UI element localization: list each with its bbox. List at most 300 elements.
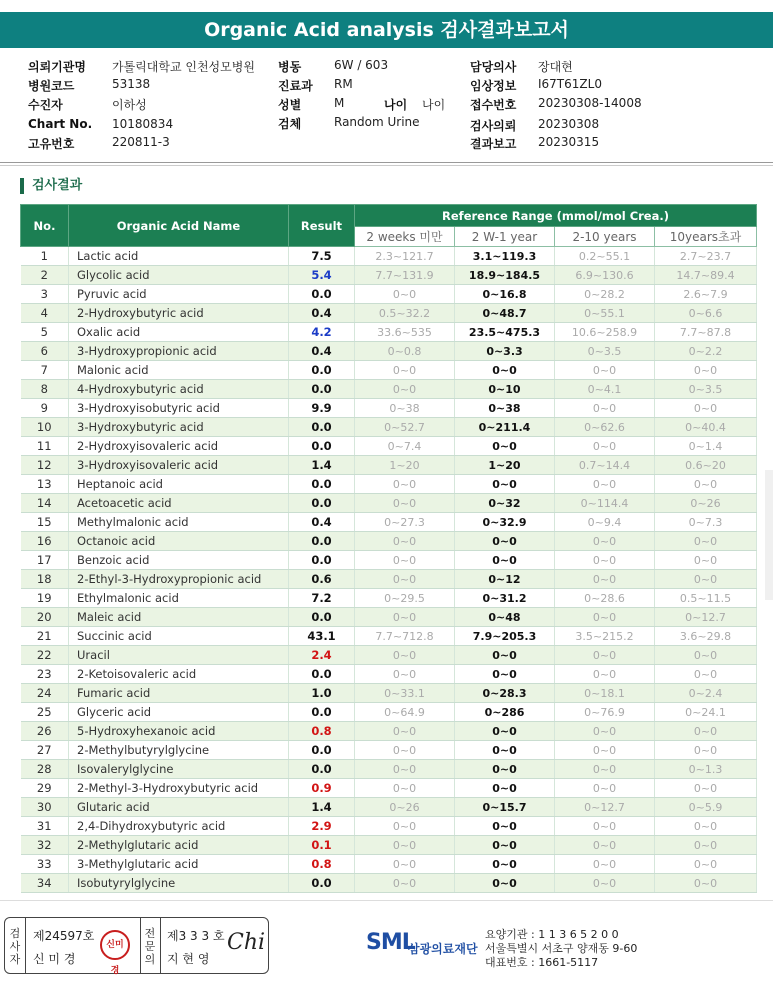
reference-range: 0~62.6 [555, 418, 655, 437]
acid-name: 2-Hydroxyisovaleric acid [69, 437, 289, 456]
reference-range: 0~28.2 [555, 285, 655, 304]
reference-range: 0~0 [655, 779, 757, 798]
reference-range: 0~0 [555, 361, 655, 380]
reference-range: 0~52.7 [355, 418, 455, 437]
reference-range: 0~0 [655, 570, 757, 589]
reference-range: 0~0 [655, 836, 757, 855]
reference-range: 0~0 [655, 665, 757, 684]
specialist-name: 지 현 영 [167, 952, 210, 966]
reference-range: 0~0 [555, 722, 655, 741]
reference-range: 0~0 [555, 608, 655, 627]
reference-range: 0~7.3 [655, 513, 757, 532]
result-value: 0.6 [289, 570, 355, 589]
reference-range: 0~12.7 [555, 798, 655, 817]
reference-range: 2.3~121.7 [355, 247, 455, 266]
reference-range: 7.7~712.8 [355, 627, 455, 646]
table-row [21, 722, 757, 741]
header-name: Organic Acid Name [69, 205, 289, 247]
table-row [21, 247, 757, 266]
info-value: 나이 [422, 98, 446, 112]
reference-range: 0~0 [555, 475, 655, 494]
address-block [485, 928, 637, 970]
acid-name: 5-Hydroxyhexanoic acid [69, 722, 289, 741]
reference-range: 0~3.3 [455, 342, 555, 361]
reference-range: 0~76.9 [555, 703, 655, 722]
acid-name: Pyruvic acid [69, 285, 289, 304]
reference-range: 0~0 [355, 494, 455, 513]
reference-range: 0~0 [455, 437, 555, 456]
reference-range: 0~26 [655, 494, 757, 513]
vertical-label-text: 전 문 의 [144, 927, 156, 966]
reference-range: 0~0 [455, 646, 555, 665]
result-value: 0.0 [289, 285, 355, 304]
reference-range: 0~32 [455, 494, 555, 513]
reference-range: 3.5~215.2 [555, 627, 655, 646]
reference-range: 2.6~7.9 [655, 285, 757, 304]
reference-range: 0~24.1 [655, 703, 757, 722]
divider [0, 162, 773, 163]
result-value: 1.4 [289, 798, 355, 817]
header-ref-col: 10years초과 [655, 227, 757, 247]
reference-range: 0~1.3 [655, 760, 757, 779]
divider [140, 918, 141, 973]
table-row [21, 361, 757, 380]
reference-range: 0~0 [355, 285, 455, 304]
row-number: 28 [21, 760, 69, 779]
reference-range: 0~40.4 [655, 418, 757, 437]
reference-range: 0~0 [455, 817, 555, 836]
row-number: 30 [21, 798, 69, 817]
info-value: 6W / 603 [334, 58, 389, 72]
table-row [21, 494, 757, 513]
result-value: 2.9 [289, 817, 355, 836]
acid-name: Acetoacetic acid [69, 494, 289, 513]
reference-range: 0~2.4 [655, 684, 757, 703]
reference-range: 0~29.5 [355, 589, 455, 608]
reference-range: 0~48 [455, 608, 555, 627]
acid-name: Ethylmalonic acid [69, 589, 289, 608]
info-label: 병동 [278, 60, 302, 74]
reference-range: 0~0 [655, 399, 757, 418]
acid-name: Malonic acid [69, 361, 289, 380]
row-number: 1 [21, 247, 69, 266]
reference-range: 0~28.6 [555, 589, 655, 608]
result-value: 1.0 [289, 684, 355, 703]
reference-range: 0~0 [355, 874, 455, 893]
reference-range: 0~211.4 [455, 418, 555, 437]
acid-name: 2,4-Dihydroxybutyric acid [69, 817, 289, 836]
table-row [21, 437, 757, 456]
info-value: Random Urine [334, 115, 420, 129]
reference-range: 0~0 [355, 817, 455, 836]
table-row [21, 418, 757, 437]
reference-range: 10.6~258.9 [555, 323, 655, 342]
reference-range: 0~33.1 [355, 684, 455, 703]
reference-range: 0~0 [355, 570, 455, 589]
signature: Chi [227, 930, 266, 955]
info-label: Chart No. [28, 117, 93, 131]
row-number: 12 [21, 456, 69, 475]
reference-range: 0~0 [555, 874, 655, 893]
reference-range: 23.5~475.3 [455, 323, 555, 342]
info-label: 결과보고 [470, 137, 517, 151]
reference-range: 0~286 [455, 703, 555, 722]
logo-mark: SML [366, 930, 415, 955]
info-label: 병원코드 [28, 79, 75, 93]
table-row [21, 836, 757, 855]
acid-name: Heptanoic acid [69, 475, 289, 494]
reference-range: 0~0 [355, 665, 455, 684]
acid-name: Glyceric acid [69, 703, 289, 722]
info-value: 220811-3 [112, 135, 170, 149]
reference-range: 0~0 [555, 855, 655, 874]
result-value: 0.8 [289, 722, 355, 741]
result-value: 0.4 [289, 304, 355, 323]
info-label: 고유번호 [28, 137, 75, 151]
reference-range: 0~6.6 [655, 304, 757, 323]
info-value: 53138 [112, 77, 151, 91]
acid-name: Octanoic acid [69, 532, 289, 551]
reference-range: 0~64.9 [355, 703, 455, 722]
result-value: 0.4 [289, 513, 355, 532]
info-value: 20230308-14008 [538, 96, 642, 110]
reference-range: 0~0 [655, 741, 757, 760]
reference-range: 0~0 [455, 665, 555, 684]
result-value: 2.4 [289, 646, 355, 665]
result-value: 7.5 [289, 247, 355, 266]
reference-range: 0~9.4 [555, 513, 655, 532]
result-value: 0.9 [289, 779, 355, 798]
acid-name: 3-Methylglutaric acid [69, 855, 289, 874]
reference-range: 0~38 [355, 399, 455, 418]
scroll-edge [765, 470, 773, 600]
reference-range: 0~27.3 [355, 513, 455, 532]
signature-box [4, 917, 269, 974]
reference-range: 0~5.9 [655, 798, 757, 817]
section-title: 검사결과 [20, 178, 82, 194]
info-label: 나이 [384, 98, 408, 112]
reference-range: 1~20 [455, 456, 555, 475]
table-row [21, 304, 757, 323]
acid-name: 2-Ethyl-3-Hydroxypropionic acid [69, 570, 289, 589]
result-value: 0.0 [289, 665, 355, 684]
reference-range: 0~0 [555, 532, 655, 551]
reference-range: 0~0 [455, 532, 555, 551]
info-label: 임상정보 [470, 79, 517, 93]
reference-range: 0~0 [555, 779, 655, 798]
table-row [21, 380, 757, 399]
row-number: 24 [21, 684, 69, 703]
divider [0, 900, 773, 901]
reference-range: 0~38 [455, 399, 555, 418]
result-value: 0.0 [289, 874, 355, 893]
reference-range: 0~0 [655, 475, 757, 494]
result-value: 0.0 [289, 361, 355, 380]
reference-range: 0~0.8 [355, 342, 455, 361]
row-number: 31 [21, 817, 69, 836]
row-number: 5 [21, 323, 69, 342]
result-value: 0.4 [289, 342, 355, 361]
reference-range: 0~55.1 [555, 304, 655, 323]
info-label: 성별 [278, 98, 302, 112]
reference-range: 33.6~535 [355, 323, 455, 342]
row-number: 7 [21, 361, 69, 380]
info-label: 검체 [278, 117, 302, 131]
reference-range: 0~15.7 [455, 798, 555, 817]
reference-range: 0~7.4 [355, 437, 455, 456]
reference-range: 0~48.7 [455, 304, 555, 323]
result-value: 0.0 [289, 760, 355, 779]
acid-name: Succinic acid [69, 627, 289, 646]
row-number: 9 [21, 399, 69, 418]
row-number: 26 [21, 722, 69, 741]
report-title: Organic Acid analysis 검사결과보고서 [0, 12, 773, 48]
acid-name: Glutaric acid [69, 798, 289, 817]
acid-name: Methylmalonic acid [69, 513, 289, 532]
reference-range: 0~0 [555, 646, 655, 665]
row-number: 13 [21, 475, 69, 494]
result-value: 0.0 [289, 741, 355, 760]
reference-range: 0.7~14.4 [555, 456, 655, 475]
reference-range: 0~16.8 [455, 285, 555, 304]
row-number: 32 [21, 836, 69, 855]
reference-range: 0~0 [655, 817, 757, 836]
reference-range: 0~0 [555, 760, 655, 779]
reference-range: 0~0 [455, 874, 555, 893]
result-value: 0.0 [289, 608, 355, 627]
reference-range: 0~0 [455, 741, 555, 760]
reference-range: 14.7~89.4 [655, 266, 757, 285]
reference-range: 1~20 [355, 456, 455, 475]
row-number: 17 [21, 551, 69, 570]
header-reference-range: Reference Range (mmol/mol Crea.) [355, 205, 757, 227]
acid-name: Isobutyrylglycine [69, 874, 289, 893]
acid-name: Glycolic acid [69, 266, 289, 285]
reference-range: 0~114.4 [555, 494, 655, 513]
reference-range: 7.7~87.8 [655, 323, 757, 342]
result-value: 0.0 [289, 703, 355, 722]
row-number: 29 [21, 779, 69, 798]
seal-stamp: 신미경 [100, 930, 130, 960]
result-value: 7.2 [289, 589, 355, 608]
table-row [21, 551, 757, 570]
acid-name: 2-Methyl-3-Hydroxybutyric acid [69, 779, 289, 798]
acid-name: 3-Hydroxypropionic acid [69, 342, 289, 361]
reference-range: 0~3.5 [555, 342, 655, 361]
address-line: 대표번호 : 1661-5117 [485, 956, 599, 969]
reference-range: 0~10 [455, 380, 555, 399]
info-label: 담당의사 [470, 60, 517, 74]
result-value: 0.1 [289, 836, 355, 855]
table-row [21, 760, 757, 779]
header-ref-col: 2 W-1 year [455, 227, 555, 247]
reference-range: 0~0 [355, 741, 455, 760]
acid-name: Oxalic acid [69, 323, 289, 342]
reference-range: 7.7~131.9 [355, 266, 455, 285]
patient-info [0, 55, 773, 151]
row-number: 27 [21, 741, 69, 760]
reference-range: 0~0 [355, 855, 455, 874]
acid-name: Uracil [69, 646, 289, 665]
result-value: 0.0 [289, 551, 355, 570]
result-value: 0.0 [289, 380, 355, 399]
row-number: 10 [21, 418, 69, 437]
reference-range: 0~0 [655, 874, 757, 893]
reference-range: 7.9~205.3 [455, 627, 555, 646]
reference-range: 0~18.1 [555, 684, 655, 703]
table-row [21, 399, 757, 418]
reference-range: 0.6~20 [655, 456, 757, 475]
info-label: 진료과 [278, 79, 313, 93]
result-value: 0.0 [289, 437, 355, 456]
table-row [21, 741, 757, 760]
reference-range: 0~0 [455, 779, 555, 798]
info-value: 장대현 [538, 60, 573, 74]
info-label: 접수번호 [470, 98, 517, 112]
row-number: 4 [21, 304, 69, 323]
reference-range: 0~2.2 [655, 342, 757, 361]
reference-range: 3.1~119.3 [455, 247, 555, 266]
table-row [21, 323, 757, 342]
reference-range: 0~1.4 [655, 437, 757, 456]
row-number: 19 [21, 589, 69, 608]
table-row [21, 665, 757, 684]
info-value: RM [334, 77, 353, 91]
address-line: 요양기관 : 1 1 3 6 5 2 0 0 [485, 928, 619, 941]
result-value: 4.2 [289, 323, 355, 342]
reference-range: 0~32.9 [455, 513, 555, 532]
info-value: 20230308 [538, 117, 600, 131]
result-value: 43.1 [289, 627, 355, 646]
info-value: 가톨릭대학교 인천성모병원 [112, 60, 255, 74]
reference-range: 0~0 [655, 646, 757, 665]
reference-range: 0~0 [355, 760, 455, 779]
acid-name: Benzoic acid [69, 551, 289, 570]
row-number: 23 [21, 665, 69, 684]
reference-range: 0~26 [355, 798, 455, 817]
table-row [21, 798, 757, 817]
results-table [20, 204, 757, 893]
reference-range: 0~28.3 [455, 684, 555, 703]
reference-range: 0~3.5 [655, 380, 757, 399]
result-value: 0.0 [289, 532, 355, 551]
acid-name: Lactic acid [69, 247, 289, 266]
info-value: 이하성 [112, 98, 147, 112]
reference-range: 0.5~11.5 [655, 589, 757, 608]
row-number: 14 [21, 494, 69, 513]
reference-range: 0~0 [555, 399, 655, 418]
row-number: 3 [21, 285, 69, 304]
reference-range: 0~0 [655, 361, 757, 380]
row-number: 25 [21, 703, 69, 722]
reference-range: 0~0 [655, 855, 757, 874]
reference-range: 0~0 [355, 779, 455, 798]
result-value: 0.0 [289, 494, 355, 513]
acid-name: 2-Ketoisovaleric acid [69, 665, 289, 684]
table-row [21, 475, 757, 494]
info-value: M [334, 96, 345, 110]
info-label: 수진자 [28, 98, 63, 112]
tester-label [7, 927, 23, 966]
info-label: 의뢰기관명 [28, 60, 86, 74]
row-number: 22 [21, 646, 69, 665]
reference-range: 0~0 [455, 361, 555, 380]
vertical-label-text: 검 사 자 [9, 927, 21, 966]
reference-range: 0~0 [455, 475, 555, 494]
table-row [21, 456, 757, 475]
table-row [21, 627, 757, 646]
table-row [21, 817, 757, 836]
reference-range: 0~4.1 [555, 380, 655, 399]
results-body [21, 247, 757, 893]
reference-range: 0~31.2 [455, 589, 555, 608]
reference-range: 0~0 [355, 646, 455, 665]
reference-range: 18.9~184.5 [455, 266, 555, 285]
address-line: 서울특별시 서초구 양재동 9-60 [485, 942, 638, 955]
org-name: 삼광의료재단 [408, 942, 478, 956]
tester-number: 제24597호 [33, 929, 95, 943]
row-number: 8 [21, 380, 69, 399]
reference-range: 0~0 [355, 380, 455, 399]
table-row [21, 342, 757, 361]
table-row [21, 589, 757, 608]
result-value: 0.0 [289, 418, 355, 437]
reference-range: 0~0 [555, 665, 655, 684]
reference-range: 0~0 [655, 722, 757, 741]
acid-name: 2-Hydroxybutyric acid [69, 304, 289, 323]
table-row [21, 532, 757, 551]
reference-range: 0~0 [555, 836, 655, 855]
info-value: 10180834 [112, 117, 174, 131]
reference-range: 0~0 [355, 722, 455, 741]
reference-range: 3.6~29.8 [655, 627, 757, 646]
table-row [21, 285, 757, 304]
row-number: 11 [21, 437, 69, 456]
table-row [21, 874, 757, 893]
table-row [21, 646, 757, 665]
row-number: 2 [21, 266, 69, 285]
reference-range: 0~0 [455, 760, 555, 779]
divider [0, 165, 773, 166]
table-row [21, 779, 757, 798]
row-number: 15 [21, 513, 69, 532]
header-ref-col: 2 weeks 미만 [355, 227, 455, 247]
reference-range: 0.5~32.2 [355, 304, 455, 323]
table-row [21, 608, 757, 627]
acid-name: Maleic acid [69, 608, 289, 627]
logo [366, 930, 478, 956]
acid-name: 3-Hydroxyisobutyric acid [69, 399, 289, 418]
reference-range: 0~0 [455, 836, 555, 855]
reference-range: 0~0 [455, 855, 555, 874]
row-number: 18 [21, 570, 69, 589]
acid-name: 3-Hydroxybutyric acid [69, 418, 289, 437]
info-value: I67T61ZL0 [538, 77, 602, 91]
divider [25, 918, 26, 973]
reference-range: 0~0 [655, 551, 757, 570]
tester-name: 신 미 경 [33, 952, 76, 966]
specialist-number: 제3 3 3 호 [167, 929, 225, 943]
result-value: 1.4 [289, 456, 355, 475]
reference-range: 0~0 [355, 836, 455, 855]
reference-range: 0~0 [455, 551, 555, 570]
reference-range: 0~0 [355, 361, 455, 380]
row-number: 6 [21, 342, 69, 361]
reference-range: 0~0 [555, 570, 655, 589]
divider [160, 918, 161, 973]
reference-range: 0~0 [355, 551, 455, 570]
row-number: 33 [21, 855, 69, 874]
